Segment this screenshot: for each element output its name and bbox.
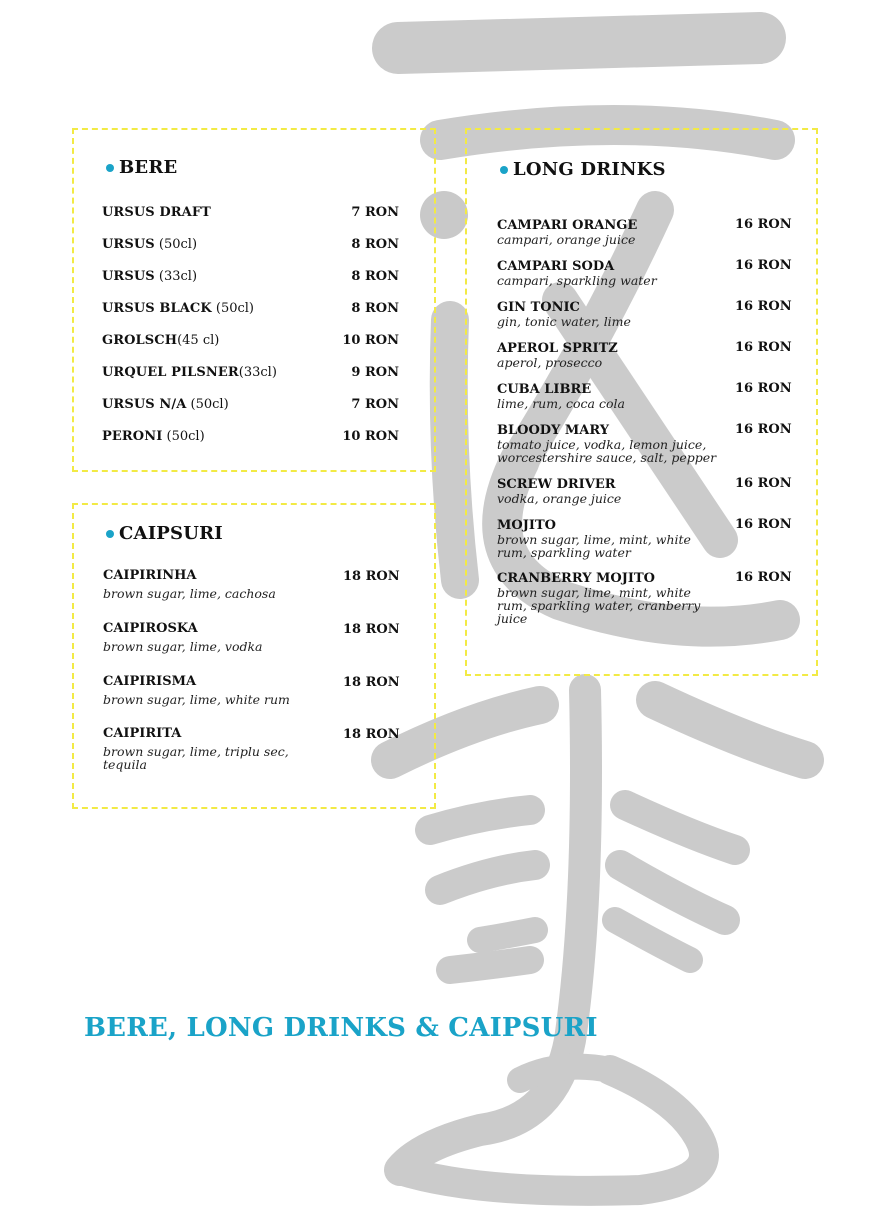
item-description: brown sugar, lime, mint, white rum, sparkling water, cranberry juice bbox=[497, 585, 701, 626]
item-price: 16 RON bbox=[735, 258, 792, 273]
item-description: brown sugar, lime, vodka bbox=[103, 639, 263, 654]
item-price: 18 RON bbox=[343, 622, 400, 637]
bere-section bbox=[72, 128, 436, 472]
long-drink-item bbox=[497, 478, 722, 505]
item-name: URSUS BLACK bbox=[102, 301, 212, 316]
item-description: campari, sparkling water bbox=[497, 273, 657, 288]
item-price: 8 RON bbox=[351, 237, 399, 252]
item-name: CAIPIROSKA bbox=[103, 621, 198, 636]
item-price: 10 RON bbox=[342, 333, 399, 348]
long-drink-item bbox=[497, 260, 722, 287]
bullet-icon bbox=[106, 530, 114, 538]
item-name: CRANBERRY MOJITO bbox=[497, 571, 655, 586]
item-name: CAMPARI SODA bbox=[497, 259, 615, 274]
item-size: (33cl) bbox=[238, 365, 277, 380]
item-price: 16 RON bbox=[735, 299, 792, 314]
item-name: CAIPIRITA bbox=[103, 726, 182, 741]
item-name: URQUEL PILSNER bbox=[102, 365, 239, 380]
item-price: 8 RON bbox=[351, 269, 399, 284]
long-drink-item bbox=[497, 424, 722, 464]
long-drink-item bbox=[497, 342, 722, 369]
item-description: tomato juice, vodka, lemon juice, worcestershire sauce, salt, pepper bbox=[497, 437, 717, 465]
item-size: (33cl) bbox=[154, 269, 198, 284]
item-name: URSUS bbox=[102, 269, 155, 284]
item-price: 8 RON bbox=[351, 301, 399, 316]
bere-title: BERE bbox=[106, 157, 177, 178]
caipsuri-title: CAIPSURI bbox=[106, 523, 223, 544]
item-price: 16 RON bbox=[735, 381, 792, 396]
item-description: vodka, orange juice bbox=[497, 491, 622, 506]
beer-item bbox=[102, 269, 197, 284]
item-name: CUBA LIBRE bbox=[497, 382, 592, 397]
caipsuri-item bbox=[103, 622, 333, 653]
beer-item bbox=[102, 301, 254, 316]
beer-item bbox=[102, 205, 211, 220]
item-size: (50cl) bbox=[211, 301, 255, 316]
item-size: (50cl) bbox=[162, 429, 205, 444]
beer-item bbox=[102, 333, 219, 348]
item-description: lime, rum, coca cola bbox=[497, 396, 625, 411]
long-drink-item bbox=[497, 301, 722, 328]
item-name: MOJITO bbox=[497, 518, 556, 533]
item-description: brown sugar, lime, white rum bbox=[103, 692, 290, 707]
item-price: 18 RON bbox=[343, 727, 400, 742]
item-description: brown sugar, lime, cachosa bbox=[103, 586, 276, 601]
item-name: CAIPIRINHA bbox=[103, 568, 197, 583]
long-drink-item bbox=[497, 219, 722, 246]
beer-item bbox=[102, 429, 205, 444]
item-price: 7 RON bbox=[351, 205, 399, 220]
item-size: (45 cl) bbox=[177, 333, 220, 348]
beer-item bbox=[102, 397, 229, 412]
item-name: BLOODY MARY bbox=[497, 423, 610, 438]
item-price: 7 RON bbox=[351, 397, 399, 412]
item-price: 16 RON bbox=[735, 476, 792, 491]
item-name: GROLSCH bbox=[102, 333, 178, 348]
caipsuri-item bbox=[103, 727, 333, 771]
item-description: aperol, prosecco bbox=[497, 355, 603, 370]
caipsuri-item bbox=[103, 675, 333, 706]
item-price: 16 RON bbox=[735, 217, 792, 232]
item-price: 18 RON bbox=[343, 569, 400, 584]
long-drinks-title: LONG DRINKS bbox=[500, 159, 666, 180]
item-name: APEROL SPRITZ bbox=[497, 341, 618, 356]
caipsuri-item bbox=[103, 569, 333, 600]
item-price: 10 RON bbox=[342, 429, 399, 444]
item-price: 16 RON bbox=[735, 517, 792, 532]
long-drink-item bbox=[497, 519, 722, 559]
item-price: 16 RON bbox=[735, 422, 792, 437]
item-name: SCREW DRIVER bbox=[497, 477, 616, 492]
page-title: BERE, LONG DRINKS & CAIPSURI bbox=[84, 1013, 598, 1043]
item-name: URSUS bbox=[102, 237, 155, 252]
item-size: (50cl) bbox=[186, 397, 229, 412]
item-price: 18 RON bbox=[343, 675, 400, 690]
item-description: brown sugar, lime, triplu sec, tequila bbox=[103, 744, 289, 772]
long-drink-item bbox=[497, 383, 722, 410]
long-drink-item bbox=[497, 572, 722, 625]
item-description: gin, tonic water, lime bbox=[497, 314, 631, 329]
item-name: CAMPARI ORANGE bbox=[497, 218, 638, 233]
item-name: URSUS N/A bbox=[102, 397, 187, 412]
item-name: CAIPIRISMA bbox=[103, 674, 197, 689]
item-name: URSUS DRAFT bbox=[102, 205, 211, 220]
bullet-icon bbox=[106, 164, 114, 172]
item-price: 9 RON bbox=[351, 365, 399, 380]
item-size: (50cl) bbox=[154, 237, 198, 252]
item-price: 16 RON bbox=[735, 340, 792, 355]
item-price: 16 RON bbox=[735, 570, 792, 585]
item-description: brown sugar, lime, mint, white rum, sparkling water bbox=[497, 532, 691, 560]
bullet-icon bbox=[500, 166, 508, 174]
beer-item bbox=[102, 365, 277, 380]
beer-item bbox=[102, 237, 197, 252]
item-name: GIN TONIC bbox=[497, 300, 580, 315]
item-description: campari, orange juice bbox=[497, 232, 636, 247]
item-name: PERONI bbox=[102, 429, 163, 444]
